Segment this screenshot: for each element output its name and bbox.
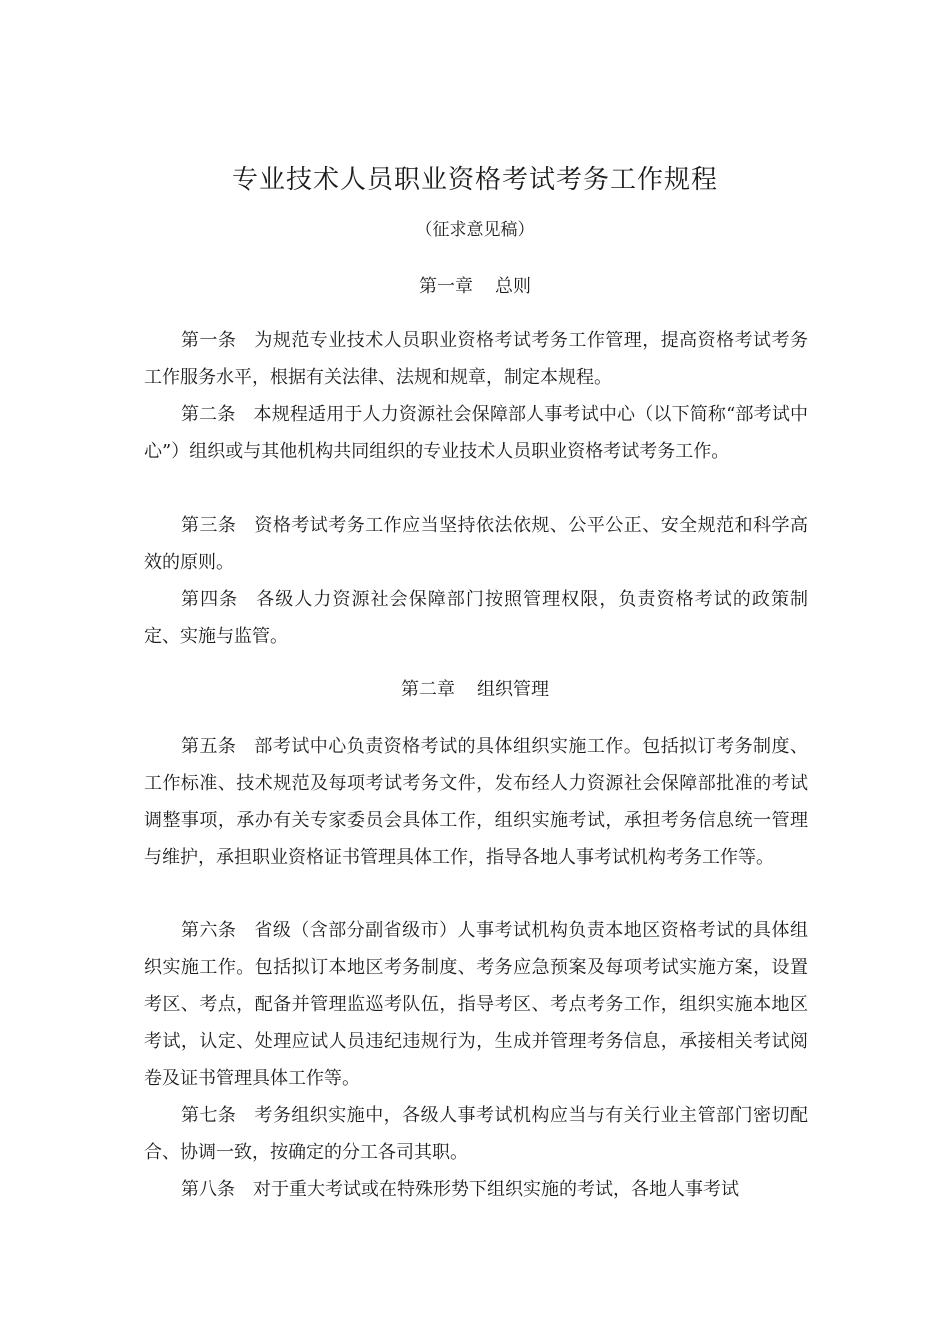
article-text: 省级（含部分副省级市）人事考试机构负责本地区资格考试的具体组织实施工作。包括拟订本地区考务制度、考务应急预案及每项考试实施方案，设置考区、考点，配备并管理监巡考队伍，指导考区、考点考务工作，组织实施本地区考试，认定、处理应试人员违纪违规行为，生成并管理考务信息，承接相关考试阅卷及证书管理具体工作等。 — [144, 920, 808, 1089]
article-text: 对于重大考试或在特殊形势下组织实施的考试，各地人事考试 — [253, 1179, 739, 1200]
article-text: 部考试中心负责资格考试的具体组织实施工作。包括拟订考务制度、工作标准、技术规范及每项考试考务文件，发布经人力资源社会保障部批准的考试调整事项，承办有关专家委员会具体工作，组织实施考试，承担考务信息统一管理与维护，承担职业资格证书管理具体工作，指导各地人事考试机构考务工作等。 — [144, 736, 808, 868]
article-number: 第六条 — [181, 920, 237, 941]
article-1 — [144, 322, 808, 396]
chapter-name: 组织管理 — [477, 679, 549, 700]
article-number: 第七条 — [181, 1105, 237, 1126]
article-5 — [144, 728, 808, 876]
chapter-name: 总则 — [495, 276, 531, 297]
article-number: 第五条 — [181, 736, 237, 757]
chapter-heading-2 — [0, 675, 950, 705]
article-text: 资格考试考务工作应当坚持依法依规、公平公正、安全规范和科学高效的原则。 — [144, 515, 808, 573]
article-number: 第一条 — [181, 330, 237, 351]
article-8 — [144, 1171, 808, 1208]
article-6 — [144, 912, 808, 1097]
article-number: 第二条 — [181, 404, 236, 425]
article-3 — [144, 507, 808, 581]
article-text: 为规范专业技术人员职业资格考试考务工作管理，提高资格考试考务工作服务水平，根据有关法律、法规和规章，制定本规程。 — [144, 330, 808, 388]
article-text: 各级人力资源社会保障部门按照管理权限，负责资格考试的政策制定、实施与监管。 — [144, 589, 809, 647]
article-text: 本规程适用于人力资源社会保障部人事考试中心（以下简称“部考试中心”）组织或与其他机构共同组织的专业技术人员职业资格考试考务工作。 — [144, 404, 809, 462]
document-subtitle: （征求意见稿） — [415, 220, 535, 240]
article-number: 第四条 — [181, 589, 239, 610]
article-2 — [144, 396, 808, 470]
article-number: 第八条 — [181, 1179, 235, 1200]
chapter-heading-1 — [0, 272, 950, 302]
article-number: 第三条 — [181, 515, 237, 536]
document-title: 专业技术人员职业资格考试考务工作规程 — [231, 165, 718, 195]
article-text: 考务组织实施中，各级人事考试机构应当与有关行业主管部门密切配合、协调一致，按确定的分工各司其职。 — [144, 1105, 808, 1163]
chapter-number: 第二章 — [401, 679, 455, 700]
article-7 — [144, 1097, 808, 1171]
article-4 — [144, 581, 808, 655]
chapter-number: 第一章 — [419, 276, 473, 297]
